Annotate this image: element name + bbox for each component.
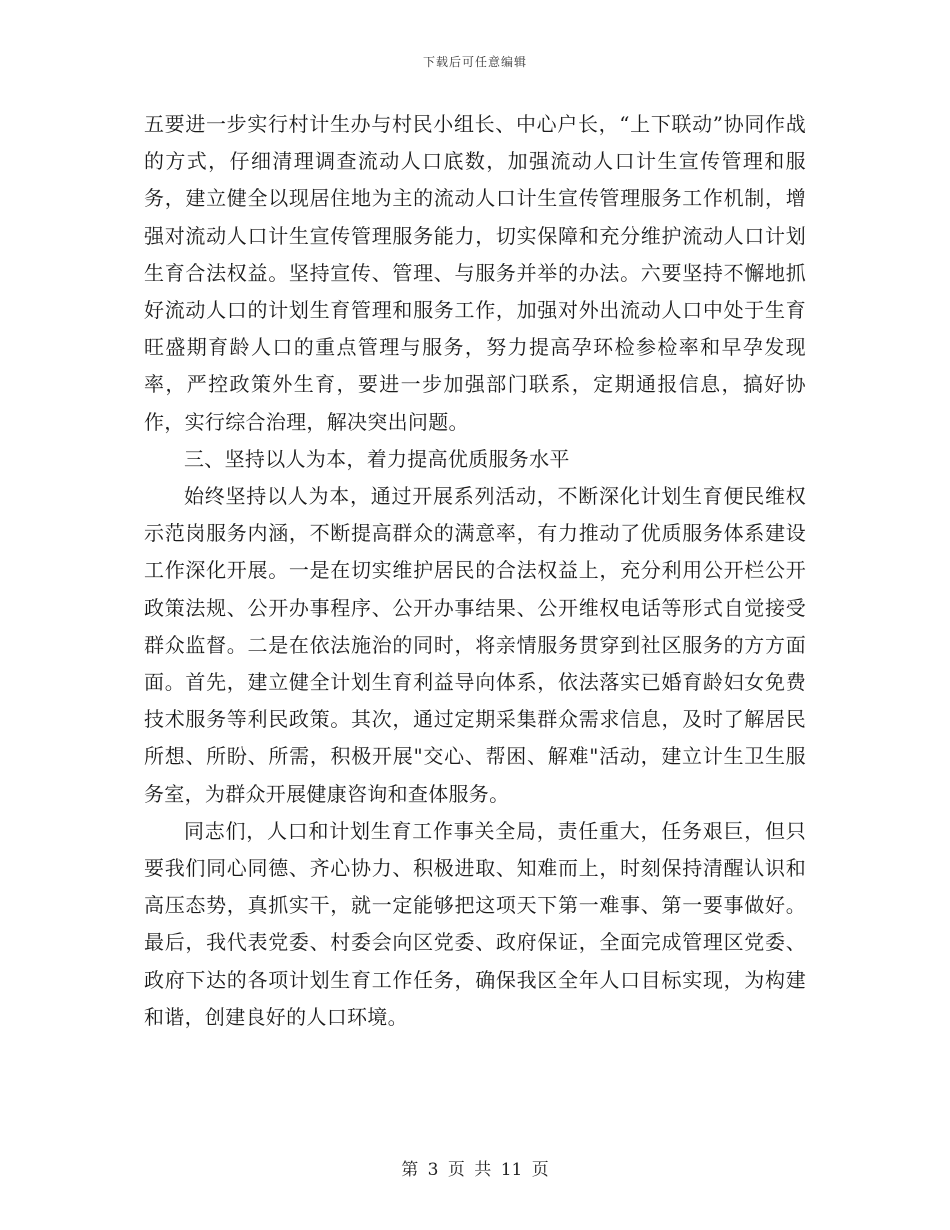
section-heading: 三、坚持以人为本，着力提高优质服务水平: [184, 446, 570, 471]
closing-paragraph: 同志们，人口和计划生育工作事关全局，责任重大，任务艰巨，但只要我们同心同德、齐心协力、积极进取、知难而上，时刻保持清醒认识和高压态势，真抓实干，就一定能够把这项天下第一难事、第一要事做好。最后，我代表党委、村委会向区党委、政府保证，全面完成管理区党委、政府下达的各项计划生育工作任务，确保我区全年人口目标实现，为构建和谐，创建良好的人口环境。: [144, 818, 806, 1029]
body-paragraph: 五要进一步实行村计生办与村民小组长、中心户长，“上下联动”协同作战的方式，仔细清理调查流动人口底数，加强流动人口计生宣传管理和服务，建立健全以现居住地为主的流动人口计生宣传管理服务工作机制，增强对流动人口计生宣传管理服务能力，切实保障和充分维护流动人口计划生育合法权益。坚持宣传、管理、与服务并举的办法。六要坚持不懈地抓好流动人口的计划生育管理和服务工作，加强对外出流动人口中处于生育旺盛期育龄人口的重点管理与服务，努力提高孕环检参检率和早孕发现率，严控政策外生育，要进一步加强部门联系，定期通报信息，搞好协作，实行综合治理，解决突出问题。: [144, 112, 806, 434]
document-body: [144, 106, 806, 1036]
page-header: 下载后可任意编辑: [422, 55, 527, 69]
body-paragraph: 始终坚持以人为本，通过开展系列活动，不断深化计划生育便民维权示范岗服务内涵，不断提高群众的满意率，有力推动了优质服务体系建设工作深化开展。一是在切实维护居民的合法权益上，充分利用公开栏公开政策法规、公开办事程序、公开办事结果、公开维权电话等形式自觉接受群众监督。二是在依法施治的同时，将亲情服务贯穿到社区服务的方方面面。首先，建立健全计划生育利益导向体系，依法落实已婚育龄妇女免费技术服务等利民政策。其次，通过定期采集群众需求信息，及时了解居民所想、所盼、所需，积极开展"交心、帮困、解难"活动，建立计生卫生服务室，为群众开展健康咨询和查体服务。: [144, 484, 806, 806]
page-number: 第 3 页 共 11 页: [401, 1160, 549, 1180]
